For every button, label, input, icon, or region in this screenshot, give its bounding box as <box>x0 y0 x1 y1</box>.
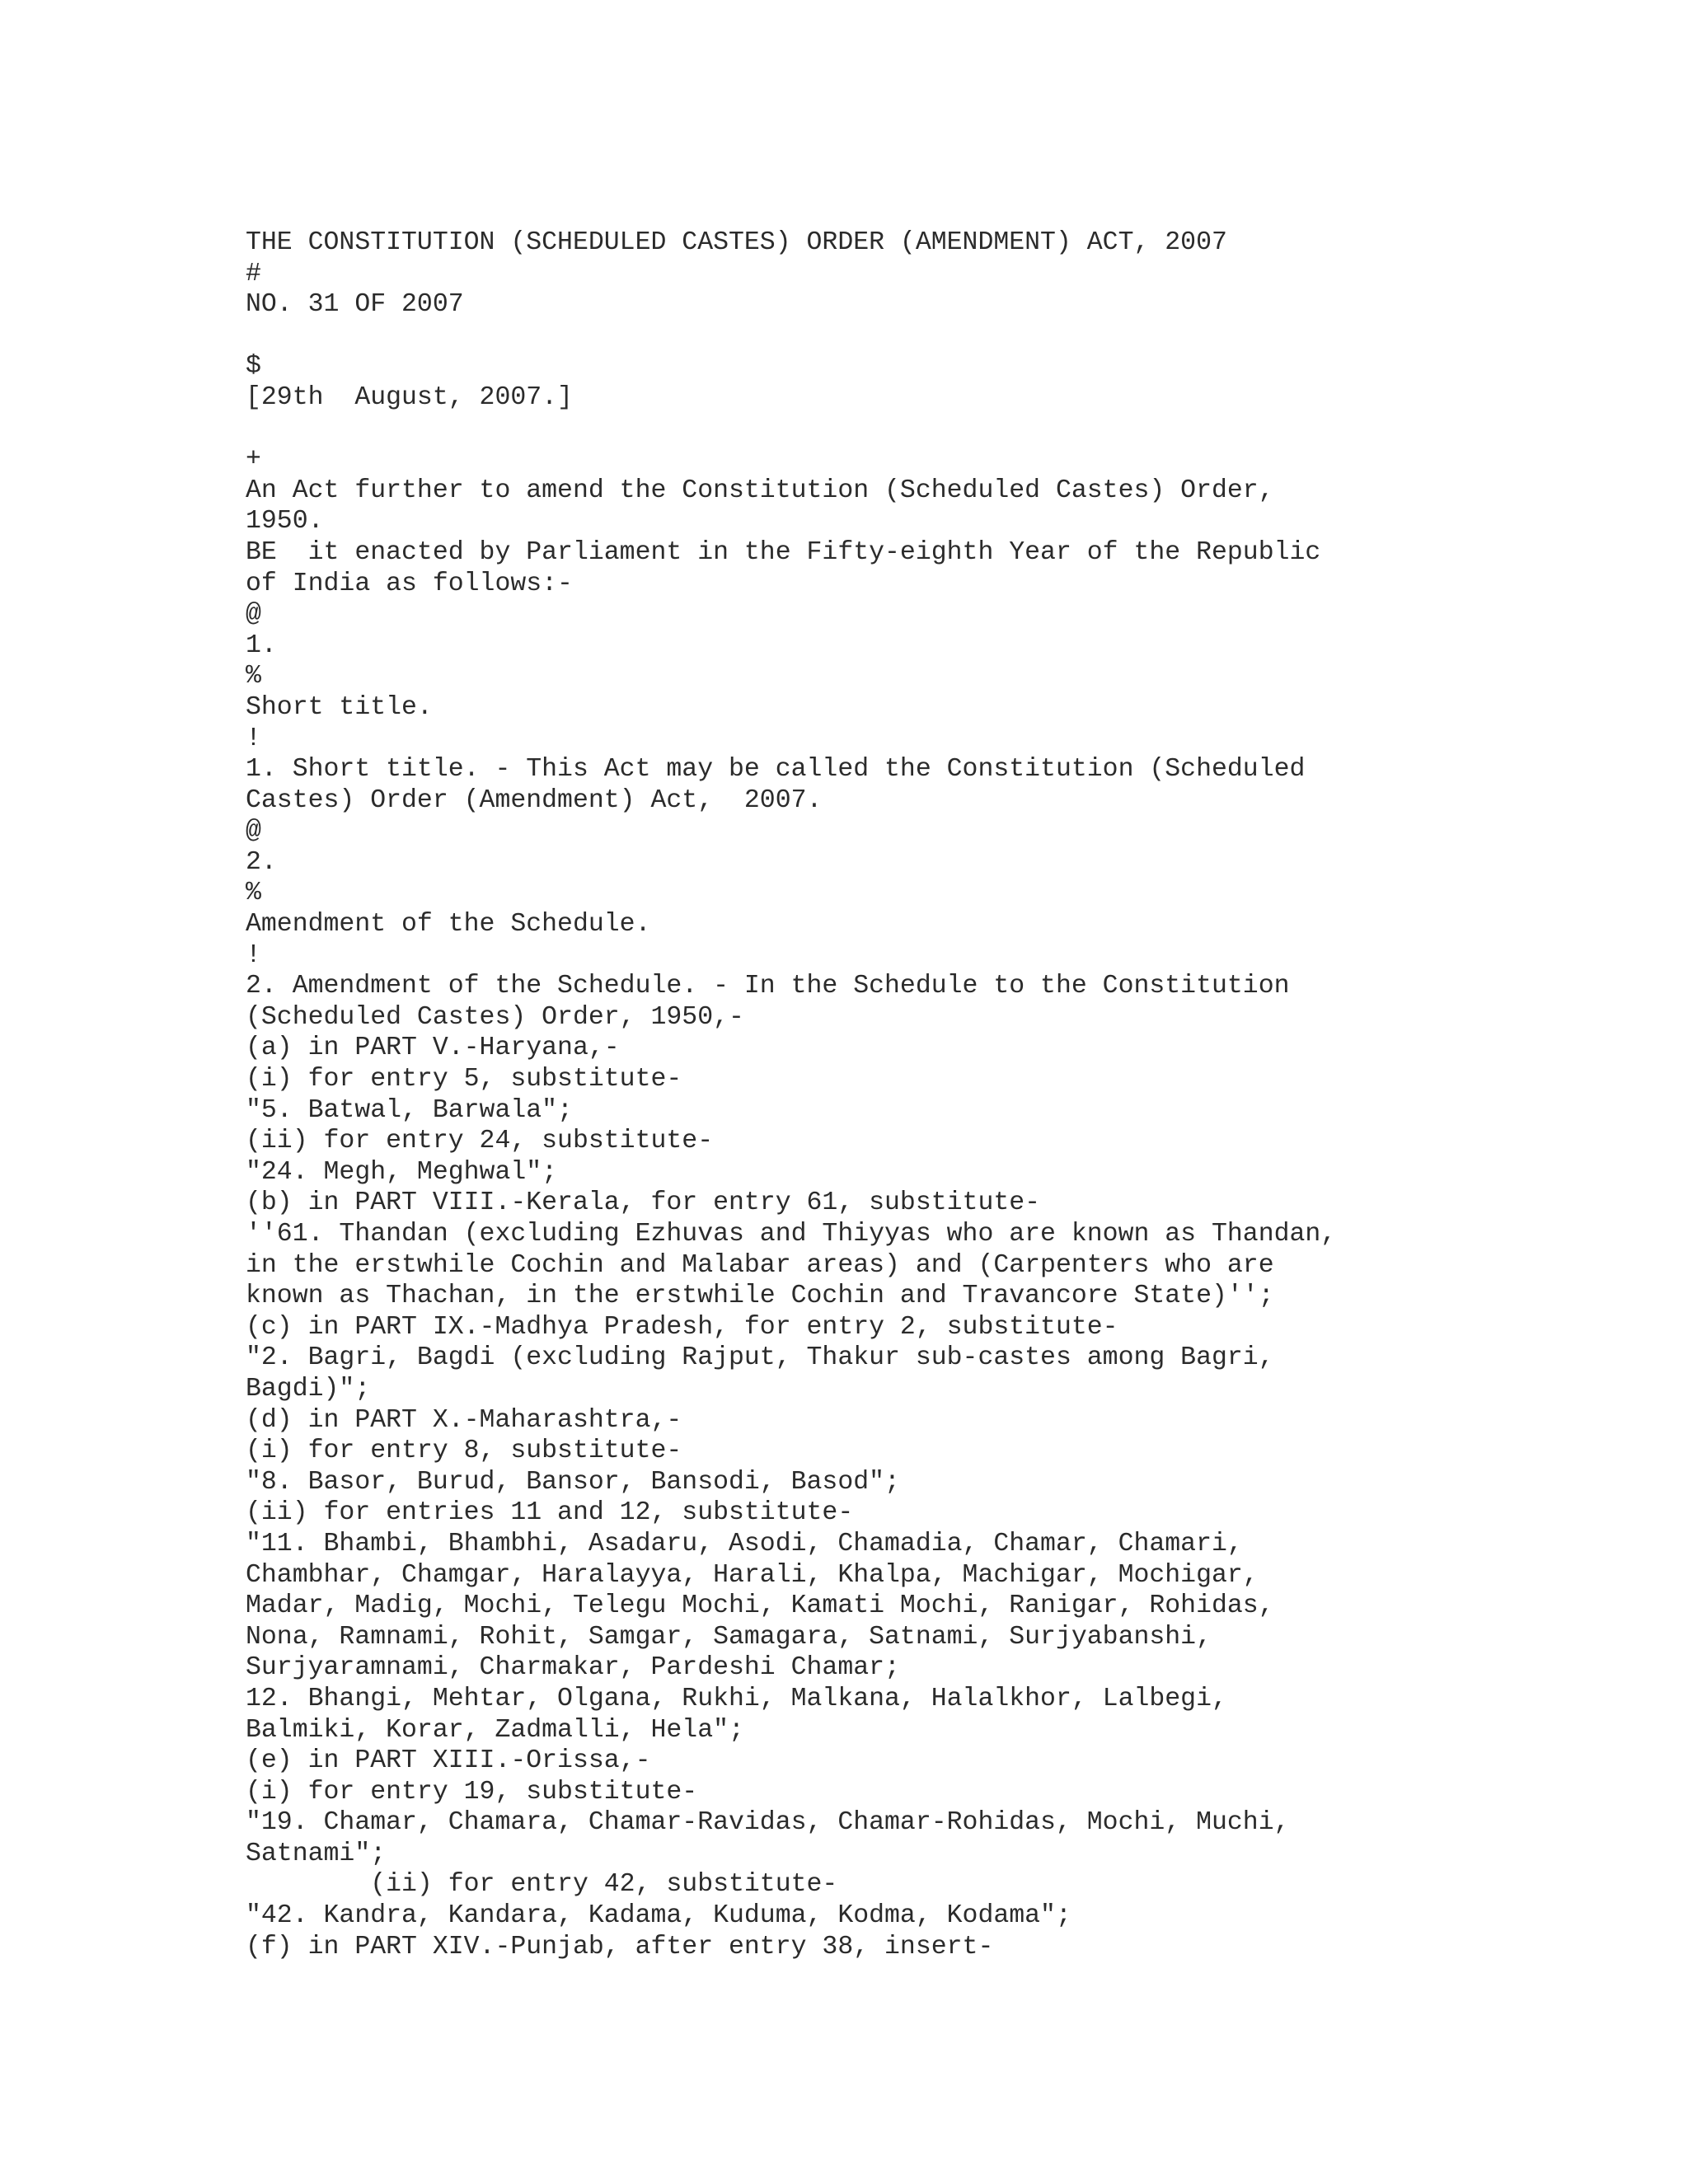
section-text-line: (e) in PART XIII.-Orissa,- <box>246 1746 651 1776</box>
section-text-line: Satnami"; <box>246 1839 387 1868</box>
act-date: [29th August, 2007.] <box>246 382 573 412</box>
section-text-line: (c) in PART IX.-Madhya Pradesh, for entry 2, substitute- <box>246 1312 1118 1342</box>
section-text-line: Bagdi)"; <box>246 1374 371 1404</box>
dollar-marker: $ <box>246 352 261 382</box>
section-text-line: (i) for entry 19, substitute- <box>246 1777 698 1807</box>
section-text-line: (ii) for entry 42, substitute- <box>246 1870 838 1900</box>
section-bang-marker: ! <box>246 724 261 753</box>
section-percent-marker: % <box>246 662 261 691</box>
section-text-line: (f) in PART XIV.-Punjab, after entry 38, insert- <box>246 1932 994 1961</box>
section-text-line: (a) in PART V.-Haryana,- <box>246 1033 620 1063</box>
section-text-line: "24. Megh, Meghwal"; <box>246 1157 558 1187</box>
section-text-line: "19. Chamar, Chamara, Chamar-Ravidas, Chamar-Rohidas, Mochi, Muchi, <box>246 1808 1290 1838</box>
section-text-line: ''61. Thandan (excluding Ezhuvas and Thiyyas who are known as Thandan, <box>246 1220 1337 1249</box>
section-text-line: in the erstwhile Cochin and Malabar areas) and (Carpenters who are <box>246 1250 1274 1280</box>
blank-line <box>246 414 1647 445</box>
section-at-marker: @ <box>246 600 261 630</box>
section-heading: Amendment of the Schedule. <box>246 910 651 940</box>
enacting-clause-line: of India as follows:- <box>246 569 573 598</box>
section-bang-marker: ! <box>246 940 261 970</box>
act-number: NO. 31 OF 2007 <box>246 290 464 320</box>
section-text-line: (Scheduled Castes) Order, 1950,- <box>246 1002 744 1032</box>
section-percent-marker: % <box>246 879 261 908</box>
section-text-line: Chambhar, Chamgar, Haralayya, Harali, Khalpa, Machigar, Mochigar, <box>246 1560 1259 1590</box>
long-title-line: An Act further to amend the Constitution (Scheduled Castes) Order, <box>246 476 1274 505</box>
section-at-marker: @ <box>246 817 261 846</box>
section-text-line: "5. Batwal, Barwala"; <box>246 1095 573 1125</box>
section-text-line: "42. Kandra, Kandara, Kadama, Kuduma, Kodma, Kodama"; <box>246 1901 1071 1931</box>
enacting-clause-line: BE it enacted by Parliament in the Fifty-eighth Year of the Republic <box>246 537 1321 567</box>
hash-marker: # <box>246 259 261 288</box>
plus-marker: + <box>246 445 261 475</box>
section-text-line: "8. Basor, Burud, Bansor, Bansodi, Basod"; <box>246 1467 900 1497</box>
long-title-line: 1950. <box>246 507 324 537</box>
section-text-line: (b) in PART VIII.-Kerala, for entry 61, substitute- <box>246 1188 1041 1218</box>
section-text-line: (ii) for entry 24, substitute- <box>246 1127 714 1156</box>
section-text-line: Surjyaramnami, Charmakar, Pardeshi Chamar; <box>246 1653 900 1683</box>
blank-line <box>246 321 1647 352</box>
section-text-line: (i) for entry 5, substitute- <box>246 1065 682 1094</box>
section-text-line: (d) in PART X.-Maharashtra,- <box>246 1405 682 1435</box>
section-text-line: Madar, Madig, Mochi, Telegu Mochi, Kamati Mochi, Ranigar, Rohidas, <box>246 1591 1274 1621</box>
section-heading: Short title. <box>246 692 433 722</box>
section-text-line: (i) for entry 8, substitute- <box>246 1436 682 1466</box>
section-text-line: 12. Bhangi, Mehtar, Olgana, Rukhi, Malkana, Halalkhor, Lalbegi, <box>246 1684 1227 1713</box>
document-body <box>246 227 1647 1962</box>
section-number: 2. <box>246 847 277 877</box>
section-text-line: "11. Bhambi, Bhambhi, Asadaru, Asodi, Chamadia, Chamar, Chamari, <box>246 1529 1243 1558</box>
section-text-line: (ii) for entries 11 and 12, substitute- <box>246 1498 854 1528</box>
section-text-line: 1. Short title. - This Act may be called the Constitution (Scheduled <box>246 755 1306 785</box>
act-title: THE CONSTITUTION (SCHEDULED CASTES) ORDER (AMENDMENT) ACT, 2007 <box>246 228 1227 257</box>
section-text-line: Balmiki, Korar, Zadmalli, Hela"; <box>246 1715 744 1745</box>
section-text-line: Nona, Ramnami, Rohit, Samgar, Samagara, Satnami, Surjyabanshi, <box>246 1622 1212 1652</box>
section-number: 1. <box>246 630 277 660</box>
section-text-line: "2. Bagri, Bagdi (excluding Rajput, Thakur sub-castes among Bagri, <box>246 1343 1274 1373</box>
section-text-line: 2. Amendment of the Schedule. - In the Schedule to the Constitution <box>246 972 1290 1001</box>
section-text-line: known as Thachan, in the erstwhile Cochin and Travancore State)''; <box>246 1282 1274 1311</box>
section-text-line: Castes) Order (Amendment) Act, 2007. <box>246 785 823 815</box>
